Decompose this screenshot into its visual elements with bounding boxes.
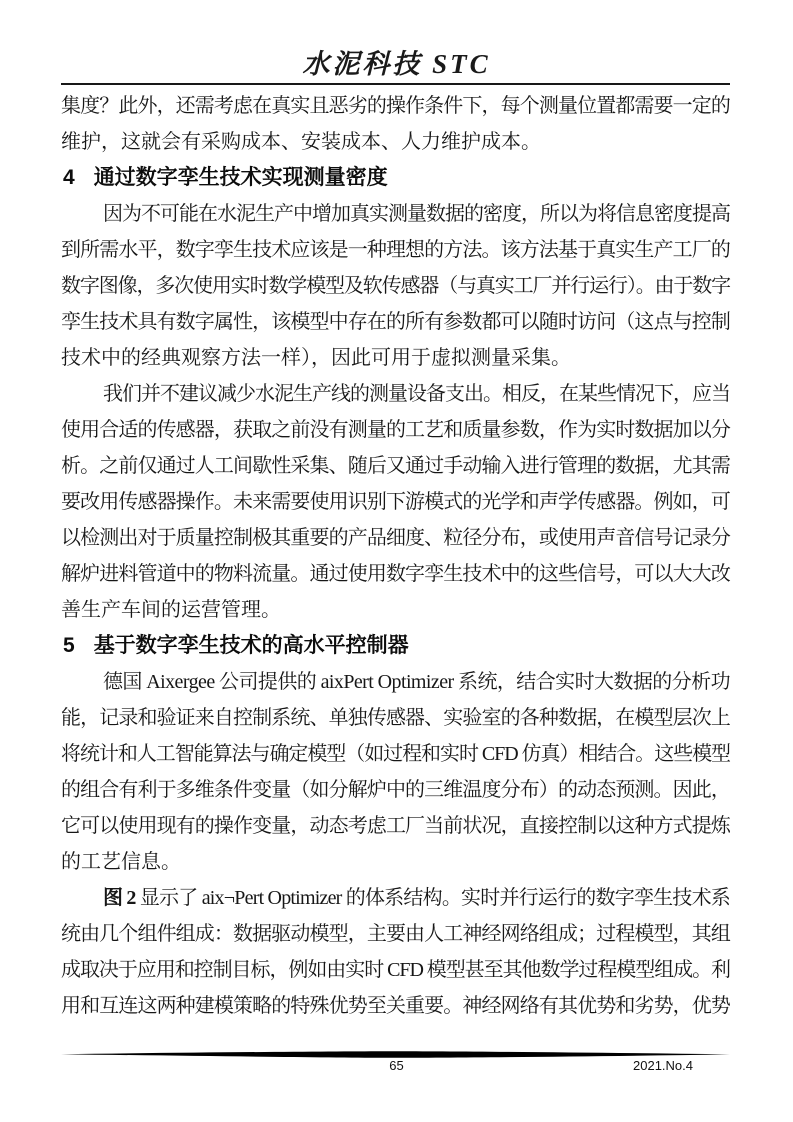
text-line (61, 664, 730, 700)
text-line (61, 448, 730, 484)
text-line (61, 556, 730, 592)
text-line (61, 340, 730, 376)
text-line-content: 用和互连这两种建模策略的特殊优势至关重要。神经网络有其优势和劣势，优势 (61, 995, 730, 1017)
page-number: 65 (389, 1058, 404, 1073)
text-line (61, 592, 730, 628)
text-line-content: 孪生技术具有数字属性，该模型中存在的所有参数都可以随时访问（这点与控制 (61, 311, 730, 333)
section-heading (61, 628, 730, 664)
section-heading (61, 160, 730, 196)
text-line-content: 的组合有利于多维条件变量（如分解炉中的三维温度分布）的动态预测。因此， (61, 779, 730, 801)
text-line (61, 268, 730, 304)
text-line-content: 集度？此外，还需考虑在真实且恶劣的操作条件下，每个测量位置都需要一定的 (61, 95, 730, 117)
text-line (61, 952, 730, 988)
text-line (61, 232, 730, 268)
text-line-content: 维护，这就会有采购成本、安装成本、人力维护成本。 (61, 131, 541, 153)
text-line-content: 要改用传感器操作。未来需要使用识别下游模式的光学和声学传感器。例如，可 (61, 491, 730, 513)
document-body (61, 88, 730, 1024)
text-line-content: 到所需水平，数字孪生技术应该是一种理想的方法。该方法基于真实生产工厂的 (61, 239, 730, 261)
text-line-content: 使用合适的传感器，获取之前没有测量的工艺和质量参数，作为实时数据加以分 (61, 419, 730, 441)
text-line (61, 412, 730, 448)
text-line (61, 772, 730, 808)
section-number: 5 (63, 634, 75, 657)
footer-decorative-bar (61, 1051, 730, 1058)
text-line-content: 的工艺信息。 (61, 851, 181, 873)
text-line-content: 因为不可能在水泥生产中增加真实测量数据的密度，所以为将信息密度提高 (103, 203, 730, 225)
text-line (61, 880, 730, 916)
journal-title: 水泥科技 STC (302, 49, 491, 79)
text-line-content: 图 2 显示了 aix¬Pert Optimizer 的体系结构。实时并行运行的数字孪生技术系 (103, 887, 731, 909)
text-line (61, 808, 730, 844)
text-line (61, 304, 730, 340)
text-line-content: 我们并不建议减少水泥生产线的测量设备支出。相反，在某些情况下，应当 (103, 383, 730, 405)
section-title: 通过数字孪生技术实现测量密度 (93, 166, 388, 189)
text-line-content: 能，记录和验证来自控制系统、单独传感器、实验室的各种数据，在模型层次上 (61, 707, 730, 729)
text-line-content: 数字图像，多次使用实时数学模型及软传感器（与真实工厂并行运行）。由于数字 (61, 275, 730, 297)
text-line-content: 析。之前仅通过人工间歇性采集、随后又通过手动输入进行管理的数据，尤其需 (61, 455, 730, 477)
text-line-content: 技术中的经典观察方法一样），因此可用于虚拟测量采集。 (61, 347, 571, 369)
text-line (61, 88, 730, 124)
text-line-content: 它可以使用现有的操作变量，动态考虑工厂当前状况，直接控制以这种方式提炼 (61, 815, 730, 837)
text-line-content: 解炉进料管道中的物料流量。通过使用数字孪生技术中的这些信号，可以大大改 (61, 563, 730, 585)
header-rule (61, 83, 730, 85)
section-title: 基于数字孪生技术的高水平控制器 (93, 634, 409, 657)
figure-reference: 图 2 (103, 887, 136, 909)
text-line (61, 916, 730, 952)
section-number: 4 (63, 166, 75, 189)
text-line (61, 484, 730, 520)
text-line (61, 196, 730, 232)
text-line-content: 德国 Aixergee 公司提供的 aixPert Optimizer 系统，结合实时大数据的分析功 (103, 671, 730, 693)
text-line-content: 统由几个组件组成：数据驱动模型，主要由人工神经网络组成；过程模型，其组 (61, 923, 730, 945)
text-line (61, 844, 730, 880)
text-line (61, 988, 730, 1024)
text-line (61, 376, 730, 412)
text-line (61, 700, 730, 736)
text-line (61, 520, 730, 556)
text-line-content: 将统计和人工智能算法与确定模型（如过程和实时 CFD 仿真）相结合。这些模型 (61, 743, 730, 765)
text-line (61, 124, 730, 160)
text-line (61, 736, 730, 772)
text-line-content: 善生产车间的运营管理。 (61, 599, 281, 621)
text-line-content: 成取决于应用和控制目标，例如由实时 CFD 模型甚至其他数学过程模型组成。利 (61, 959, 730, 981)
issue-label: 2021.No.4 (633, 1058, 693, 1073)
text-line-content: 以检测出对于质量控制极其重要的产品细度、粒径分布，或使用声音信号记录分 (61, 527, 730, 549)
